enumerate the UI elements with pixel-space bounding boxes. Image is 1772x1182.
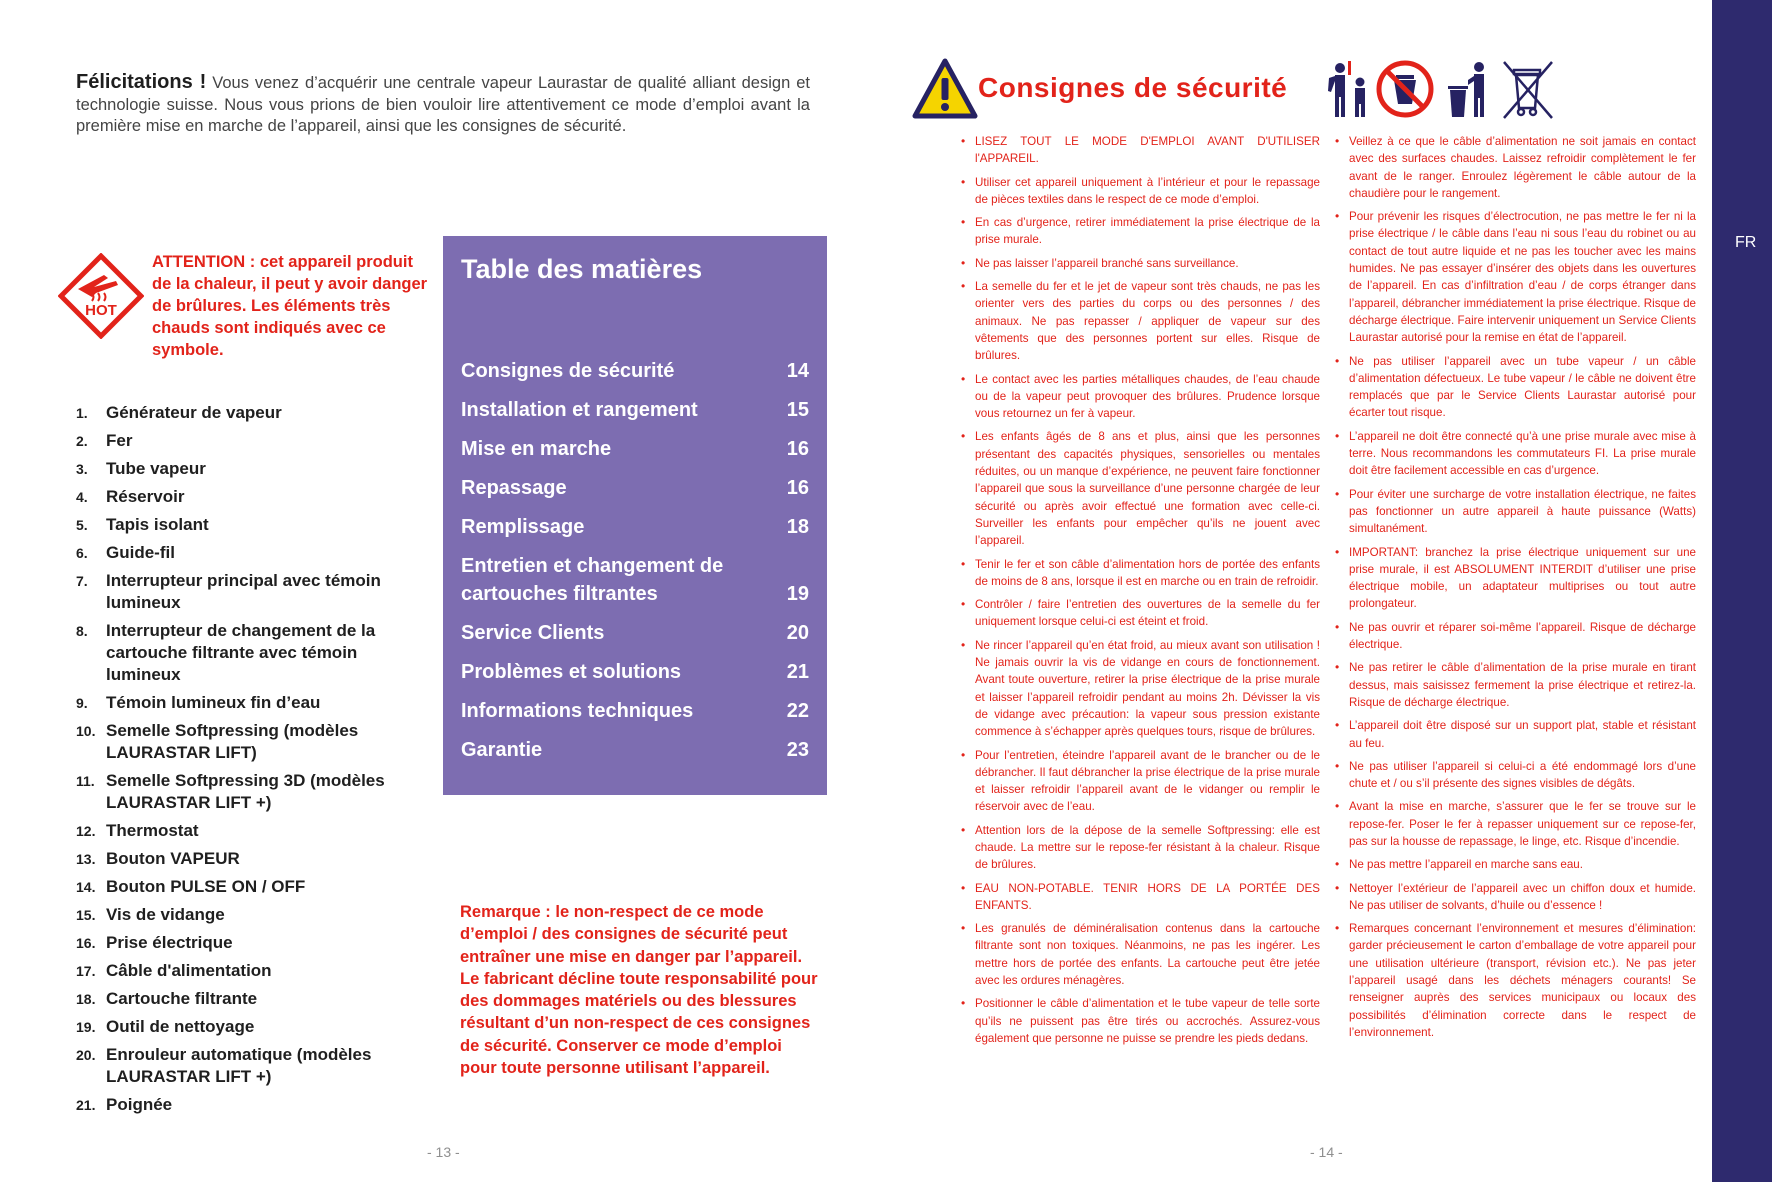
safety-item: • Attention lors de la dépose de la semelle Softpressing: elle est chaude. La mettre sur le repose-fer résistant à la chaleur. Risque de brûlures. (960, 822, 1320, 874)
part-label: Vis de vidange (106, 905, 225, 924)
child-supervision-icon (1328, 61, 1365, 117)
toc-entry-label: Consignes de sécurité (461, 360, 675, 382)
part-number: 19. (76, 1019, 96, 1035)
safety-item: • Pour éviter une surcharge de votre installation électrique, ne faites pas fonctionner un autre appareil à haute puissance (Watts) simultanément. (1334, 486, 1696, 538)
toc-entry[interactable] (461, 552, 809, 608)
part-item (76, 692, 416, 714)
part-item (76, 430, 416, 452)
part-number: 3. (76, 461, 88, 477)
toc-title: Table des matières (461, 254, 703, 284)
safety-item: • Tenir le fer et son câble d’alimentation hors de portée des enfants de moins de 8 ans, lorsque il est en marche ou en train de refroidir. (960, 556, 1320, 591)
language-sidebar (1712, 0, 1772, 1182)
part-number: 9. (76, 695, 88, 711)
toc-entry[interactable] (461, 658, 809, 686)
safety-item: • Le contact avec les parties métalliques chaudes, de l’eau chaude ou de la vapeur peut provoquer des brûlures. Prudence lorsque vous retournez un fer à vapeur. (960, 371, 1320, 423)
toc-entry-label: Installation et rangement (461, 399, 698, 421)
toc-entry-page: 23 (786, 739, 809, 761)
toc-entry-label: Informations techniques (461, 700, 694, 722)
safety-item: • EAU NON-POTABLE. TENIR HORS DE LA PORTÉE DES ENFANTS. (960, 880, 1320, 915)
part-number: 17. (76, 963, 96, 979)
part-number: 8. (76, 623, 88, 639)
safety-item: • Ne pas utiliser l’appareil si celui-ci a été endommagé lors d’une chute et / ou s’il présente des signes visibles de dégâts. (1334, 758, 1696, 793)
intro-paragraph (76, 72, 810, 138)
safety-item: • Ne pas mettre l’appareil en marche sans eau. (1334, 856, 1696, 873)
toc-entry-label: Garantie (461, 739, 543, 761)
part-item (76, 486, 416, 508)
attention-note: ATTENTION : cet appareil produit de la chaleur, il peut y avoir danger de brûlures. Les éléments très chauds sont indiqués avec ce symbole. (152, 253, 428, 359)
part-item (76, 402, 416, 424)
hot-icon-label: HOT (85, 302, 117, 319)
part-label: Témoin lumineux fin d’eau (106, 693, 321, 712)
hot-warning-icon (58, 253, 144, 339)
safety-item: • Positionner le câble d’alimentation et le tube vapeur de telle sorte qu’ils ne puissent pas être tirés ou accrochés. Assurez-vous également que personne ne puisse se prendre les pieds dedans. (960, 995, 1320, 1047)
safety-item: • La semelle du fer et le jet de vapeur sont très chauds, ne pas les orienter vers des parties du corps ou des personnes / des animaux. Ne pas repasser / appliquer de vapeur sur des vêtements que des personnes portent sur elles. Risque de brûlures. (960, 278, 1320, 364)
part-item (76, 720, 416, 764)
page-number-left: - 13 - (427, 1144, 460, 1160)
toc-entry-label: Entretien et changement de cartouches filtrantes (461, 555, 724, 605)
part-item (76, 570, 416, 614)
part-item (76, 1094, 416, 1116)
toc-entry[interactable] (461, 474, 809, 502)
toc-entry[interactable] (461, 396, 809, 424)
part-label: Cartouche filtrante (106, 989, 258, 1008)
part-number: 16. (76, 935, 96, 951)
part-number: 13. (76, 851, 96, 867)
part-number: 2. (76, 433, 88, 449)
safety-item: • Avant la mise en marche, s’assurer que le fer se trouve sur le repose-fer. Poser le fer à repasser uniquement sur ce repose-fer, pas sur la housse de repassage, le linge, etc. Risque d’incendie. (1334, 798, 1696, 850)
safety-item: • Pour l’entretien, éteindre l’appareil avant de le brancher ou de le débrancher. Il faut débrancher la prise électrique de la prise murale et laisser refroidir l’appareil avant de le vidanger ou remplir le réservoir avec de l’eau. (960, 747, 1320, 816)
safety-item: • Ne pas ouvrir et réparer soi-même l’appareil. Risque de décharge électrique. (1334, 619, 1696, 654)
safety-title: Consignes de sécurité (978, 72, 1288, 103)
safety-item: • Nettoyer l’extérieur de l’appareil avec un chiffon doux et humide. Ne pas utiliser de solvants, d’huile ou d’essence ! (1334, 880, 1696, 915)
safety-item: • Pour prévenir les risques d’électrocution, ne pas mettre le fer ni la prise électrique / le câble dans l’eau ni sous l’eau du robinet ou au contact de tout autre liquide et ne pas les toucher avec les mains humides. Ne pas essayer d’insérer des objets dans les ouvertures de l’appareil. En cas d’infiltration d’eau / de corps étranger dans l’appareil, débrancher immédiatement la prise électrique. Risque de décharge électrique. Faire intervenir uniquement un Service Clients Laurastar autorisé pour la remise en état de l’appareil. (1334, 208, 1696, 346)
safety-item: • L’appareil ne doit être connecté qu’à une prise murale avec mise à terre. Nous recommandons les commutateurs FI. La prise murale doit être facilement accessible en cas d’urgence. (1334, 428, 1696, 480)
safety-column-2 (1334, 133, 1696, 1047)
toc-entry-page: 15 (786, 399, 809, 421)
part-number: 10. (76, 723, 96, 739)
safety-item: • Les granulés de déminéralisation contenus dans la cartouche filtrante sont non toxiques. Néanmoins, ne pas les ingérer. Les mettre hors de portée des enfants. La cartouche peut être jetée avec les ordures ménagères. (960, 920, 1320, 989)
safety-pictograms (1326, 58, 1566, 120)
toc-entry[interactable] (461, 697, 809, 725)
remark-note: Remarque : le non-respect de ce mode d’emploi / des consignes de sécurité peut entraîner une mise en danger par l’appareil. Le fabricant décline toute responsabilité pour des dommages matériels ou des blessures résultant d’un non-respect de ces consignes de sécurité. Conserver ce mode d’emploi pour toute personne utilisant l’appareil. (460, 903, 818, 1078)
toc-entry-label: Service Clients (461, 622, 605, 644)
part-number: 1. (76, 405, 88, 421)
toc-entry-page: 16 (786, 477, 809, 499)
safety-item: • Ne pas utiliser l’appareil avec un tube vapeur / un câble d’alimentation défectueux. Le tube vapeur / le câble ne doivent être remplacés que par le Service Clients Laurastar autorisé pour écarter tout risque. (1334, 353, 1696, 422)
safety-item: • Ne pas retirer le câble d’alimentation de la prise murale en tirant dessus, mais saisissez fermement la prise électrique et retirez-la. Risque de décharge électrique. (1334, 659, 1696, 711)
crossed-bin-icon (1504, 62, 1552, 118)
part-item (76, 904, 416, 926)
part-label: Réservoir (106, 487, 185, 506)
part-number: 18. (76, 991, 96, 1007)
safety-item: • Les enfants âgés de 8 ans et plus, ainsi que les personnes présentant des capacités physiques, sensorielles ou mentales réduites, ou un manque d’expérience, ne peuvent faire fonctionner l’appareil que sous la surveillance d’une personne chargée de leur sécurité ou après avoir effectué une formation avec celle-ci. Surveiller les enfants pour empêcher qu’ils ne jouent avec l’appareil. (960, 428, 1320, 549)
toc-entry[interactable] (461, 736, 809, 764)
toc-entry[interactable] (461, 619, 809, 647)
safety-item: • Ne rincer l’appareil qu’en état froid, au mieux avant son utilisation ! Ne jamais ouvrir la vis de vidange en cours de fonctionnement. Avant toute ouverture, retirer la prise électrique de la prise murale et laisser l’appareil refroidir pendant au moins 2h. Dévisser la vis de vidange avec précaution: la vapeur sous pression existante commence à s’échapper après quelques tours, risque de brûlures. (960, 637, 1320, 741)
part-item (76, 932, 416, 954)
safety-item: • Contrôler / faire l’entretien des ouvertures de la semelle du fer uniquement lorsque celui-ci est éteint et froid. (960, 596, 1320, 631)
toc-entry-page: 20 (786, 622, 809, 644)
part-label: Fer (106, 431, 133, 450)
toc-entry-page: 21 (786, 661, 809, 683)
no-drinking-icon (1379, 63, 1431, 115)
toc-entry-page: 14 (786, 360, 809, 382)
part-item (76, 820, 416, 842)
toc-entry-label: Problèmes et solutions (461, 661, 682, 683)
page-number-right: - 14 - (1310, 1144, 1343, 1160)
part-item (76, 1016, 416, 1038)
part-number: 15. (76, 907, 96, 923)
part-item (76, 1044, 416, 1088)
part-label: Guide-fil (106, 543, 175, 562)
part-number: 4. (76, 489, 88, 505)
intro-text: Vous venez d’acquérir une centrale vapeur Laurastar de qualité alliant design et technologie suisse. Nous vous prions de bien vouloir lire attentivement ce mode d’emploi avant la première mise en marche de l’appareil, ainsi que les consignes de sécurité. (76, 74, 810, 135)
table-of-contents (443, 236, 827, 795)
part-item (76, 458, 416, 480)
part-item (76, 848, 416, 870)
part-label: Enrouleur automatique (modèles LAURASTAR LIFT +) (106, 1045, 372, 1086)
part-item (76, 988, 416, 1010)
toc-entry-label: Remplissage (461, 516, 585, 538)
part-label: Bouton VAPEUR (106, 849, 240, 868)
part-label: Générateur de vapeur (106, 403, 282, 422)
toc-entry[interactable] (461, 357, 809, 385)
parts-list (76, 402, 416, 1122)
safety-column-1 (960, 133, 1320, 1053)
part-label: Interrupteur de changement de la cartouche filtrante avec témoin lumineux (106, 621, 376, 684)
part-label: Semelle Softpressing (modèles LAURASTAR LIFT) (106, 721, 359, 762)
toc-entry-page: 19 (786, 583, 809, 605)
safety-item: • L’appareil doit être disposé sur un support plat, stable et résistant au feu. (1334, 717, 1696, 752)
part-label: Semelle Softpressing 3D (modèles LAURASTAR LIFT +) (106, 771, 385, 812)
part-label: Câble d'alimentation (106, 961, 272, 980)
toc-entry-label: Repassage (461, 477, 567, 499)
toc-entry-page: 16 (786, 438, 809, 460)
safety-item: • En cas d’urgence, retirer immédiatement la prise électrique de la prise murale. (960, 214, 1320, 249)
toc-entry[interactable] (461, 513, 809, 541)
safety-item: • Veillez à ce que le câble d’alimentation ne soit jamais en contact avec des surfaces chaudes. Laissez refroidir complètement le fer avant de le ranger. Enroulez légèrement le câble autour de la chaudière pour le rangement. (1334, 133, 1696, 202)
part-label: Tube vapeur (106, 459, 206, 478)
part-number: 6. (76, 545, 88, 561)
warning-triangle-icon (912, 58, 978, 120)
toc-entry-page: 18 (786, 516, 809, 538)
toc-entry-page: 22 (786, 700, 809, 722)
part-item (76, 876, 416, 898)
toc-entry[interactable] (461, 435, 809, 463)
part-number: 21. (76, 1097, 96, 1113)
safety-item: • LISEZ TOUT LE MODE D'EMPLOI AVANT D'UTILISER l'APPAREIL. (960, 133, 1320, 168)
toc-entries (461, 357, 809, 764)
part-label: Interrupteur principal avec témoin lumineux (106, 571, 381, 612)
part-label: Thermostat (106, 821, 199, 840)
part-item (76, 770, 416, 814)
part-label: Prise électrique (106, 933, 233, 952)
safety-item: • Utiliser cet appareil uniquement à l’intérieur et pour le repassage de pièces textiles dans le respect de ce mode d’emploi. (960, 174, 1320, 209)
part-item (76, 514, 416, 536)
part-label: Poignée (106, 1095, 173, 1114)
part-item (76, 960, 416, 982)
toc-entry-label: Mise en marche (461, 438, 612, 460)
part-item (76, 542, 416, 564)
part-number: 12. (76, 823, 96, 839)
part-number: 11. (76, 773, 95, 789)
safety-item: • Ne pas laisser l’appareil branché sans surveillance. (960, 255, 1320, 272)
safety-item: • IMPORTANT: branchez la prise électrique uniquement sur une prise murale, il est ABSOLUMENT INTERDIT d’utiliser une prise électrique mobile, un adaptateur multiprises ou tout autre prolongateur. (1334, 544, 1696, 613)
part-label: Tapis isolant (106, 515, 209, 534)
trash-disposal-icon (1448, 62, 1484, 117)
intro-lead: Félicitations ! (76, 71, 207, 93)
part-item (76, 620, 416, 686)
part-number: 20. (76, 1047, 96, 1063)
part-number: 14. (76, 879, 96, 895)
language-tab: FR (1735, 234, 1757, 251)
part-number: 5. (76, 517, 88, 533)
part-number: 7. (76, 573, 88, 589)
part-label: Bouton PULSE ON / OFF (106, 877, 306, 896)
part-label: Outil de nettoyage (106, 1017, 255, 1036)
safety-item: • Remarques concernant l’environnement et mesures d’élimination: garder précieusement le carton d’emballage de votre appareil pour une utilisation ultérieure (transport, révision etc.). Ne pas jeter l’appareil usagé dans les déchets ménagers courants! Se renseigner auprès des services municipaux ou locaux des possibilités d’élimination correcte dans le respect de l’environnement. (1334, 920, 1696, 1041)
